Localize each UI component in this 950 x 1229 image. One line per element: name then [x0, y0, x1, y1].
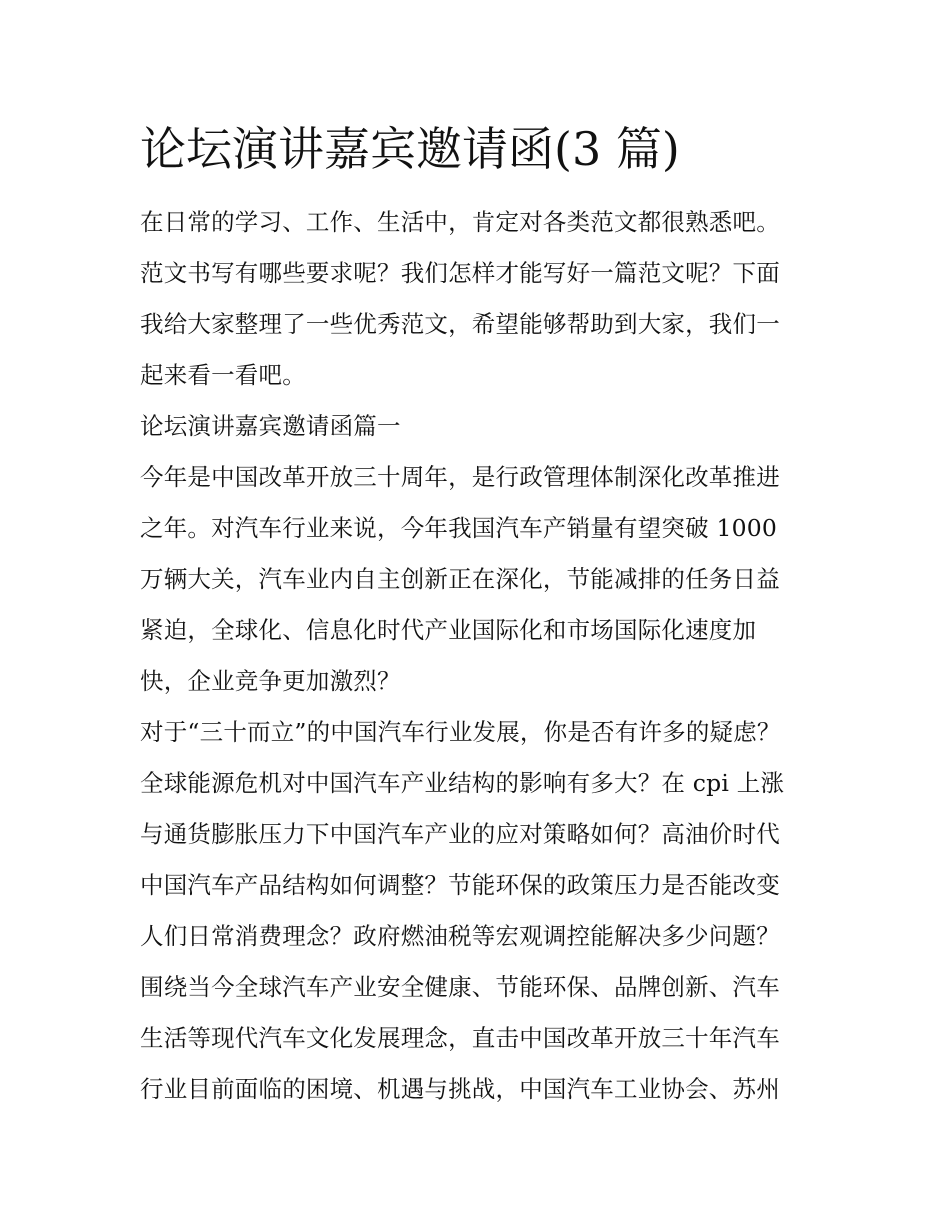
paragraph-line: 对于“三十而立”的中国汽车行业发展，你是否有许多的疑虑？ — [140, 718, 781, 746]
paragraph-line: 与通货膨胀压力下中国汽车产业的应对策略如何？高油价时代 — [140, 820, 780, 848]
intro-paragraph-line: 我给大家整理了一些优秀范文，希望能够帮助到大家，我们一 — [140, 310, 780, 338]
paragraph-line: 万辆大关，汽车业内自主创新正在深化，节能减排的任务日益 — [140, 565, 780, 593]
paragraph-line: 今年是中国改革开放三十周年，是行政管理体制深化改革推进 — [140, 463, 780, 491]
section-heading: 论坛演讲嘉宾邀请函篇一 — [140, 412, 401, 440]
paragraph-line: 人们日常消费理念？政府燃油税等宏观调控能解决多少问题？ — [140, 922, 780, 950]
document-title: 论坛演讲嘉宾邀请函(3 篇) — [140, 122, 680, 176]
paragraph-line: 全球能源危机对中国汽车产业结构的影响有多大？在 cpi 上涨 — [140, 769, 785, 797]
document-body — [140, 197, 820, 1115]
paragraph-line: 行业目前面临的困境、机遇与挑战，中国汽车工业协会、苏州 — [140, 1075, 780, 1103]
paragraph-line: 中国汽车产品结构如何调整？节能环保的政策压力是否能改变 — [140, 871, 780, 899]
paragraph-line: 之年。对汽车行业来说，今年我国汽车产销量有望突破 1000 — [140, 514, 778, 542]
paragraph-line: 围绕当今全球汽车产业安全健康、节能环保、品牌创新、汽车 — [140, 973, 780, 1001]
paragraph-line: 生活等现代汽车文化发展理念，直击中国改革开放三十年汽车 — [140, 1024, 780, 1052]
paragraph-line: 紧迫，全球化、信息化时代产业国际化和市场国际化速度加 — [140, 616, 757, 644]
intro-paragraph-line: 在日常的学习、工作、生活中，肯定对各类范文都很熟悉吧。 — [140, 208, 780, 236]
intro-paragraph-line: 起来看一看吧。 — [140, 361, 306, 389]
paragraph-line: 快，企业竞争更加激烈？ — [140, 667, 401, 695]
intro-paragraph-line: 范文书写有哪些要求呢？我们怎样才能写好一篇范文呢？下面 — [140, 259, 780, 287]
